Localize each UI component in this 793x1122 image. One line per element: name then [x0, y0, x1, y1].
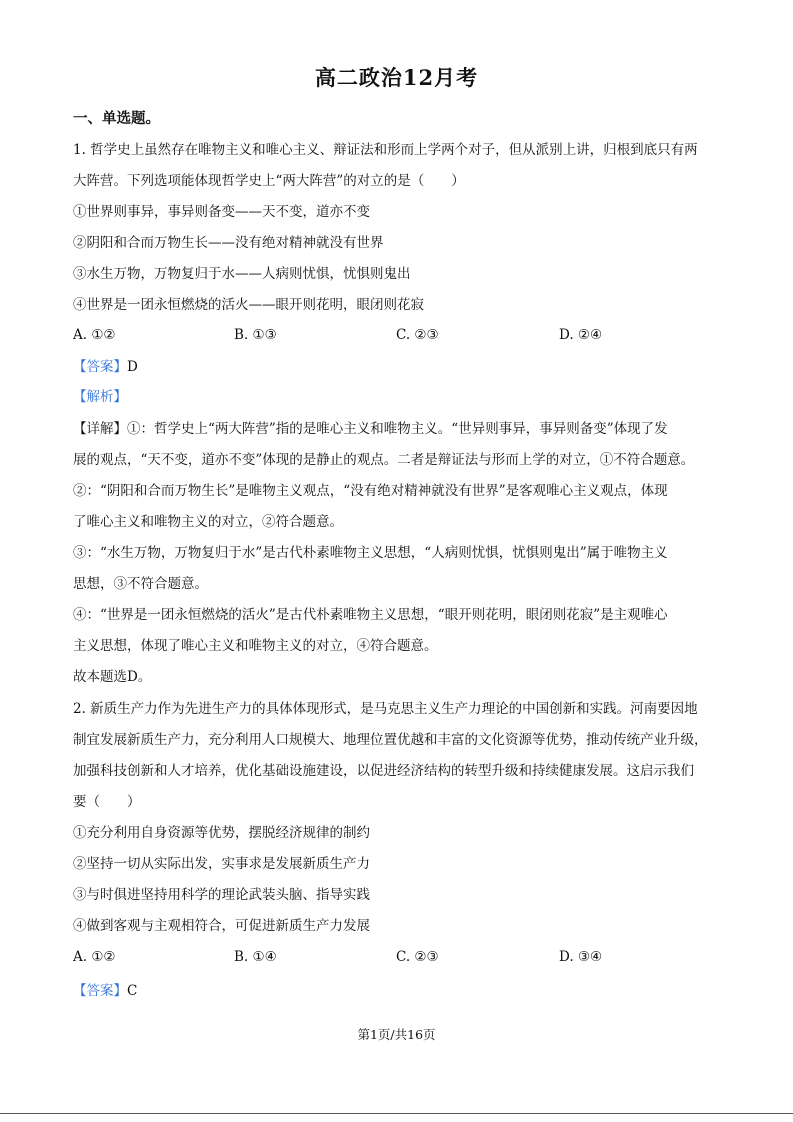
q1-option-b: B. ①③	[234, 327, 277, 343]
q1-detail-line-6: 思想，③不符合题意。	[73, 576, 208, 592]
q1-detail-line-1	[73, 420, 723, 438]
q1-detail-line-2: 展的观点，“天不变，道亦不变”体现的是静止的观点。二者是辩证法与形而上学的对立，①不符合题意。	[73, 452, 695, 468]
q1-detail-line-7: ④：“世界是一团永恒燃烧的活火”是古代朴素唯物主义思想，“眼开则花明，眼闭则花寂”是主观唯心	[73, 607, 668, 623]
analysis-tag: 【解析】	[73, 389, 127, 405]
answer-value: C	[127, 983, 138, 999]
q1-stem-line2: 大阵营。下列选项能体现哲学史上“两大阵营”的对立的是（ ）	[73, 173, 465, 189]
q1-detail-line-9: 故本题选D。	[73, 669, 152, 685]
page-footer: 第1页/共16页	[357, 1027, 436, 1042]
page-title: 高二政治12月考	[314, 65, 479, 90]
q2-option-a: A. ①②	[73, 949, 116, 965]
q1-option-c: C. ②③	[396, 327, 439, 343]
q2-option-b: B. ①④	[234, 949, 277, 965]
section-heading: 一、单选题。	[73, 110, 160, 127]
answer-value: D	[127, 359, 138, 375]
q2-item-4: ④做到客观与主观相符合，可促进新质生产力发展	[73, 918, 370, 934]
q1-detail-line-3: ②：“阴阳和合而万物生长”是唯物主义观点，“没有绝对精神就没有世界”是客观唯心主义观点，体现	[73, 483, 668, 499]
q1-option-a: A. ①②	[73, 327, 116, 343]
q1-answer-line	[73, 358, 723, 376]
q2-stem-line4: 要（ ）	[73, 794, 141, 810]
q1-item-4: ④世界是一团永恒燃烧的活火——眼开则花明，眼闭则花寂	[73, 297, 424, 313]
q2-item-2: ②坚持一切从实际出发，实事求是发展新质生产力	[73, 856, 370, 872]
q2-stem-line3: 加强科技创新和人才培养，优化基础设施建设，以促进经济结构的转型升级和持续健康发展。这启示我们	[73, 763, 694, 779]
q1-stem-line1: 1. 哲学史上虽然存在唯物主义和唯心主义、辩证法和形而上学两个对子，但从派别上讲，归根到底只有两	[73, 142, 698, 158]
q1-option-d: D. ②④	[559, 327, 603, 343]
q1-detail-line-5: ③：“水生万物，万物复归于水”是古代朴素唯物主义思想，“人病则忧惧，忧惧则鬼出”属于唯物主义	[73, 545, 668, 561]
q1-analysis-line	[73, 388, 723, 406]
q1-item-2: ②阴阳和合而万物生长——没有绝对精神就没有世界	[73, 235, 384, 251]
answer-tag: 【答案】	[73, 983, 127, 999]
q2-stem-line1: 2. 新质生产力作为先进生产力的具体体现形式，是马克思主义生产力理论的中国创新和实践。河南要因地	[73, 701, 698, 717]
bottom-divider	[0, 1113, 793, 1114]
q2-stem-line2: 制宜发展新质生产力，充分利用人口规模大、地理位置优越和丰富的文化资源等优势，推动传统产业升级，	[73, 732, 708, 748]
q2-option-c: C. ②③	[396, 949, 439, 965]
answer-tag: 【答案】	[73, 359, 127, 375]
q1-item-3: ③水生万物，万物复归于水——人病则忧惧，忧惧则鬼出	[73, 266, 411, 282]
q2-answer-line	[73, 982, 723, 1000]
q1-detail-line-4: 了唯心主义和唯物主义的对立，②符合题意。	[73, 514, 343, 530]
q1-item-1: ①世界则事异，事异则备变——天不变，道亦不变	[73, 204, 370, 220]
detail-tag: 【详解】	[73, 421, 127, 437]
q2-item-3: ③与时俱进坚持用科学的理论武装头脑、指导实践	[73, 887, 370, 903]
q1-detail-line-8: 主义思想，体现了唯心主义和唯物主义的对立，④符合题意。	[73, 638, 438, 654]
q2-item-1: ①充分利用自身资源等优势，摆脱经济规律的制约	[73, 825, 370, 841]
q2-option-d: D. ③④	[559, 949, 603, 965]
detail-text: ①：哲学史上“两大阵营”指的是唯心主义和唯物主义。“世异则事异，事异则备变”体现了发	[127, 421, 668, 437]
